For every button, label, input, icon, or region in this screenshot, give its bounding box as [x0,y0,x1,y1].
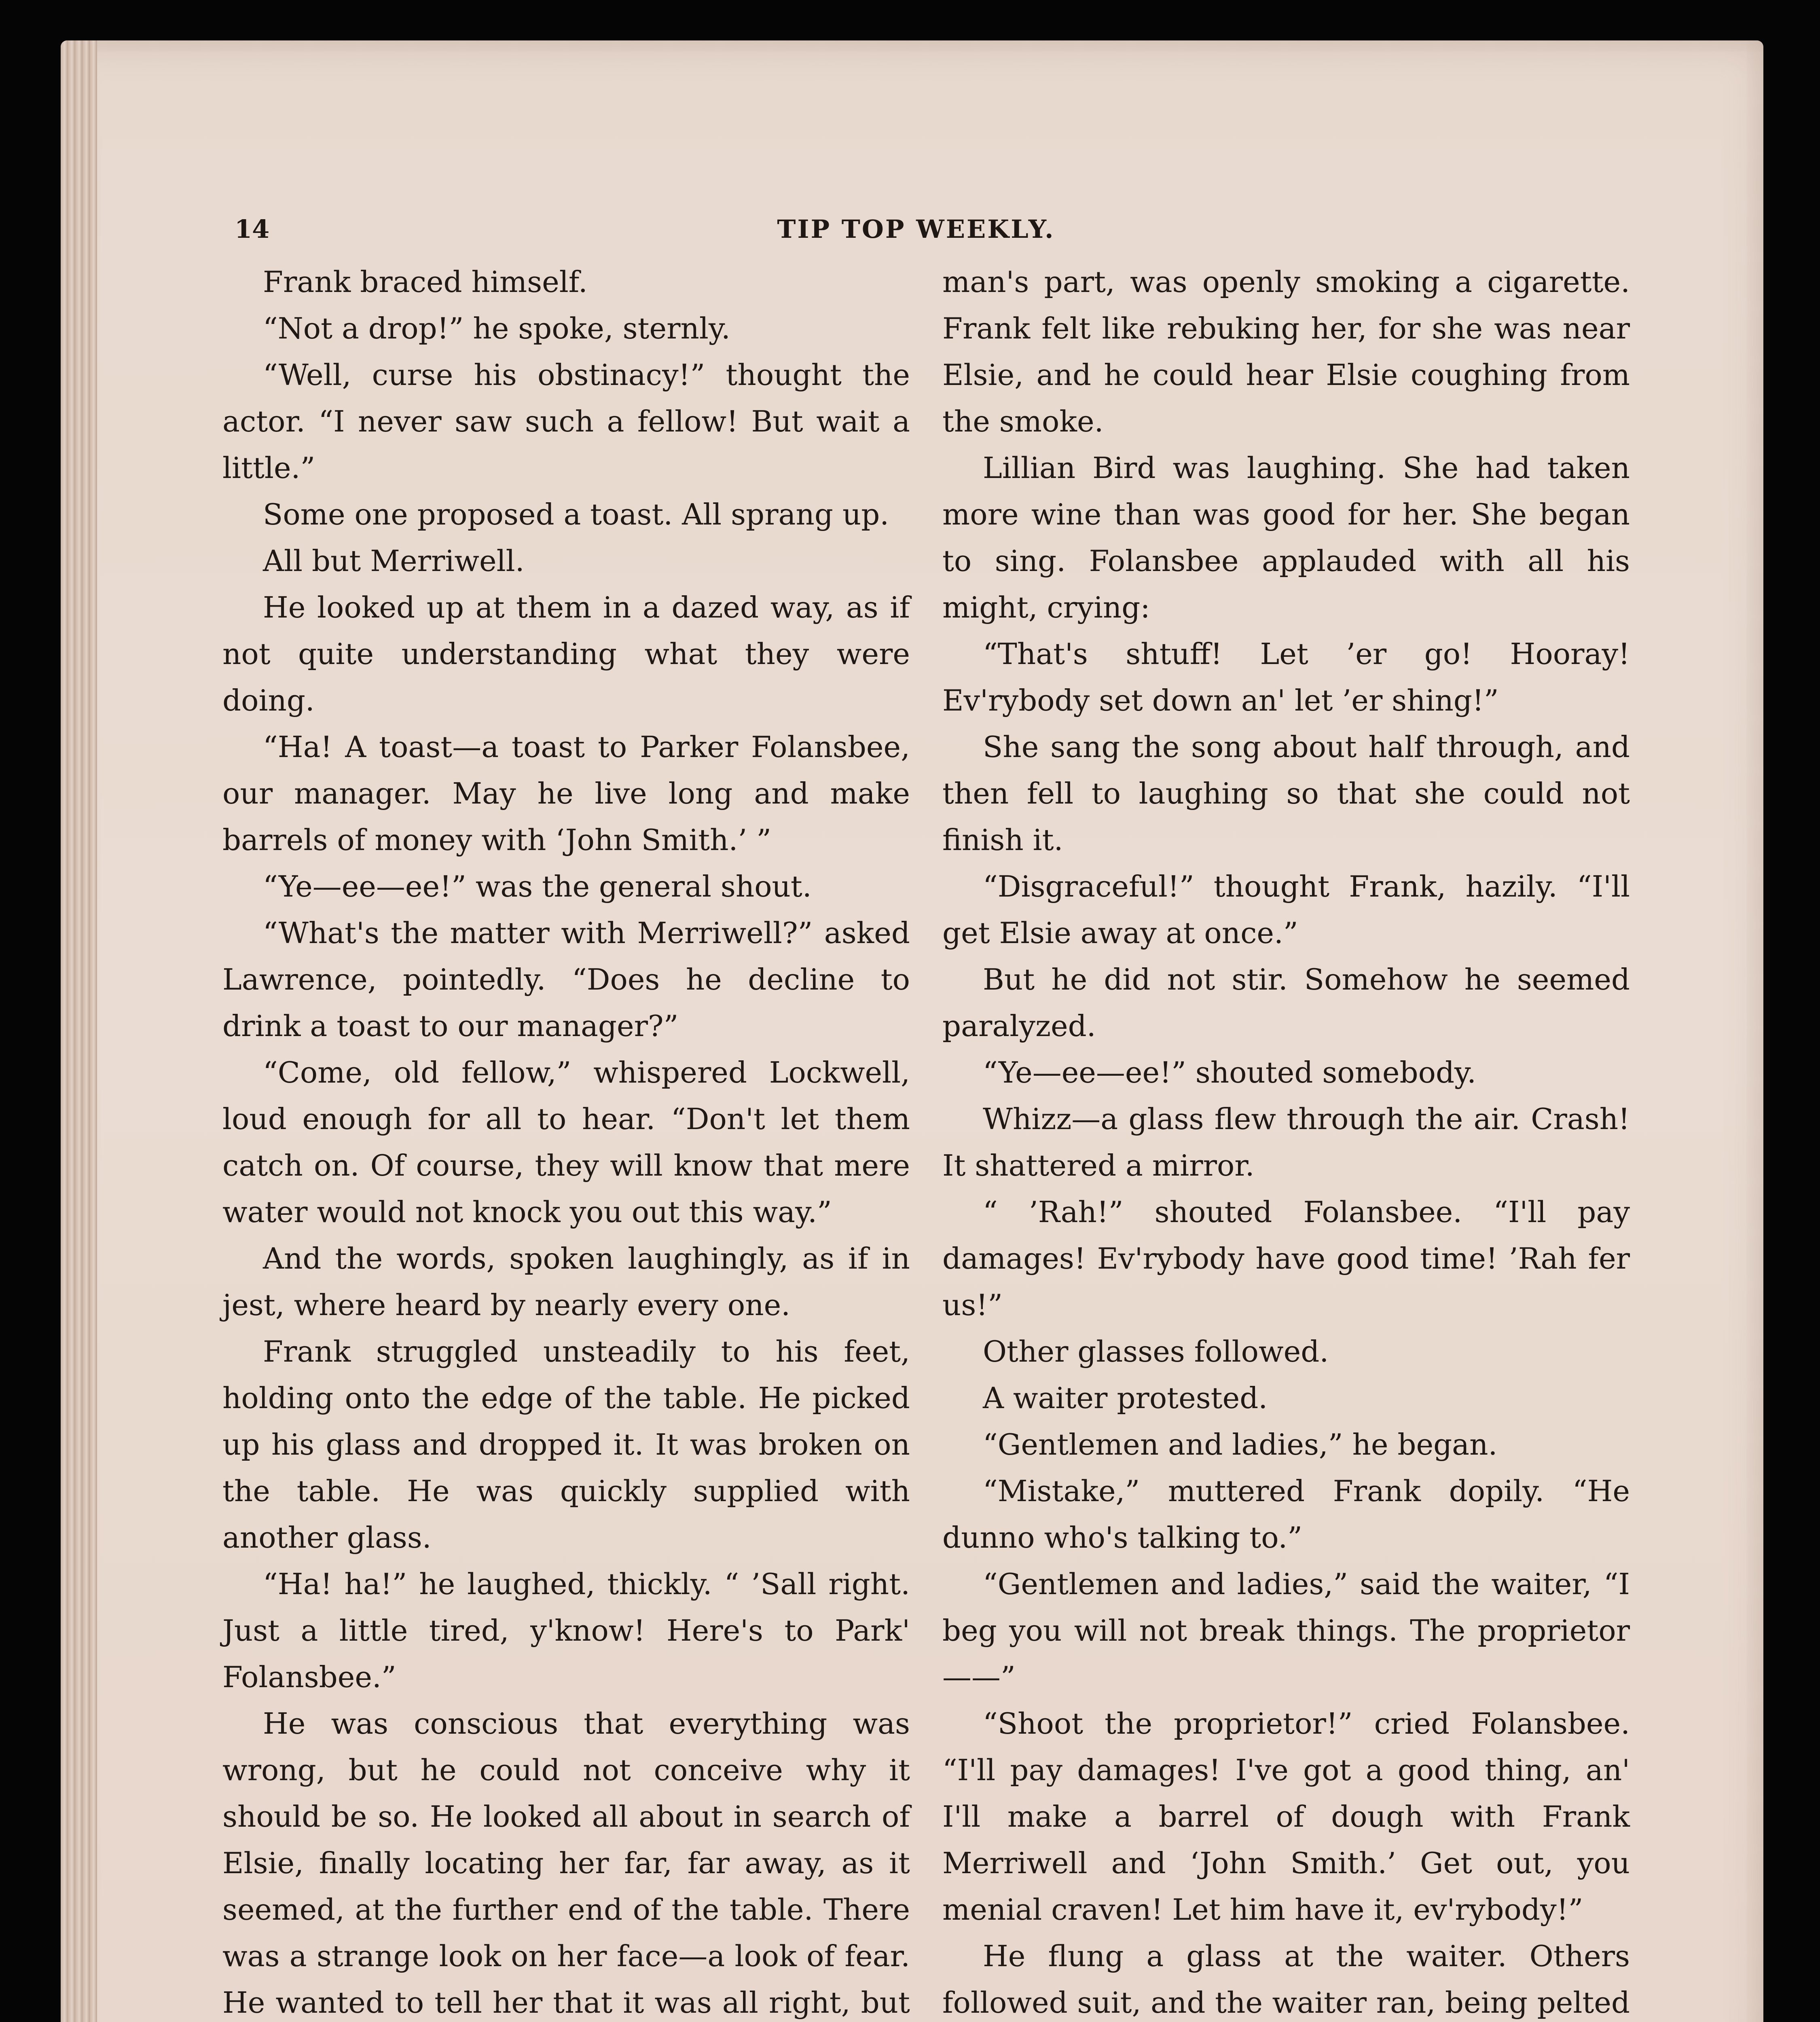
left-column [222,259,910,2022]
paragraph: “Ye—ee—ee!” was the general shout. [263,869,812,903]
paragraph: “Disgraceful!” thought Frank, hazily. “I'll get Elsie away at once.” [942,869,1630,950]
paragraph: She sang the song about half through, and then fell to laughing so that she could not finish it. [942,730,1630,857]
paragraph: “Shoot the proprietor!” cried Folansbee. “I'll pay damages! I've got a good thing, an' I'll make a barrel of dough with Frank Merriwell and ‘John Smith.’ Get out, you menial craven! Let him have it, ev'rybody!” [942,1707,1630,1927]
paragraph: Whizz—a glass flew through the air. Crash! It shattered a mirror. [942,1102,1630,1182]
paragraph: “What's the matter with Merriwell?” asked Lawrence, pointedly. “Does he decline to drink a toast to our manager?” [222,916,910,1043]
paragraph: “Ha! A toast—a toast to Parker Folansbee, our manager. May he live long and make barrels of money with ‘John Smith.’ ” [222,730,910,857]
right-column [942,259,1630,2022]
running-head: TIP TOP WEEKLY. [777,214,1055,244]
paragraph: But he did not stir. Somehow he seemed paralyzed. [942,962,1630,1043]
paragraph: “Gentlemen and ladies,” he began. [983,1428,1498,1462]
paragraph: And the words, spoken laughingly, as if in jest, where heard by nearly every one. [222,1242,910,1322]
paragraph: “Ha! ha!” he laughed, thickly. “ ’Sall right. Just a little tired, y'know! Here's to Park' Folansbee.” [222,1567,910,1694]
paragraph: Lillian Bird was laughing. She had taken more wine than was good for her. She began to sing. Folansbee applauded with all his might, crying: [942,451,1630,624]
paragraph: “Come, old fellow,” whispered Lockwell, loud enough for all to hear. “Don't let them catch on. Of course, they will know that mere water would not knock you out this way.” [222,1055,910,1229]
paragraph: He flung a glass at the waiter. Others followed suit, and the waiter ran, being pelted [942,1939,1630,2020]
paragraph: Frank struggled unsteadily to his feet, holding onto the edge of the table. He picked up his glass and dropped it. It was broken on the table. He was quickly supplied with another glass. [222,1335,910,1555]
paragraph: He looked up at them in a dazed way, as if not quite understanding what they were doing. [222,590,910,717]
paragraph: “Well, curse his obstinacy!” thought the actor. “I never saw such a fellow! But wait a little.” [222,358,910,485]
paragraph: “Not a drop!” he spoke, sternly. [263,311,730,345]
page-number: 14 [235,214,270,244]
paragraph: All but Merriwell. [263,544,525,578]
paragraph: A waiter protested. [983,1381,1268,1415]
paragraph: “Mistake,” muttered Frank dopily. “He dunno who's talking to.” [942,1474,1630,1555]
page-header [218,214,1614,247]
paragraph: “Gentlemen and ladies,” said the waiter, “I beg you will not break things. The proprietor——” [942,1567,1630,1694]
paragraph: “ ’Rah!” shouted Folansbee. “I'll pay damages! Ev'rybody have good time! ’Rah fer us!” [942,1195,1630,1322]
paragraph: He was conscious that everything was wrong, but he could not conceive why it should be so. He looked all about in search of Elsie, finally locating her far, far away, as it seemed, at the further end of the table. There was a strange look on her face—a look of fear. He wanted to tell her that it was all right, but [222,1707,910,2020]
paragraph: Frank braced himself. [263,265,588,299]
paragraph: man's part, was openly smoking a cigarette. Frank felt like rebuking her, for she was near Elsie, and he could hear Elsie coughing from the smoke. [942,265,1630,438]
paragraph: “Ye—ee—ee!” shouted somebody. [983,1055,1477,1089]
page-edges [61,40,97,2022]
paragraph: Other glasses followed. [983,1335,1329,1368]
paragraph: “That's shtuff! Let ’er go! Hooray! Ev'rybody set down an' let ’er shing!” [942,637,1630,717]
paragraph: Some one proposed a toast. All sprang up. [263,497,889,531]
